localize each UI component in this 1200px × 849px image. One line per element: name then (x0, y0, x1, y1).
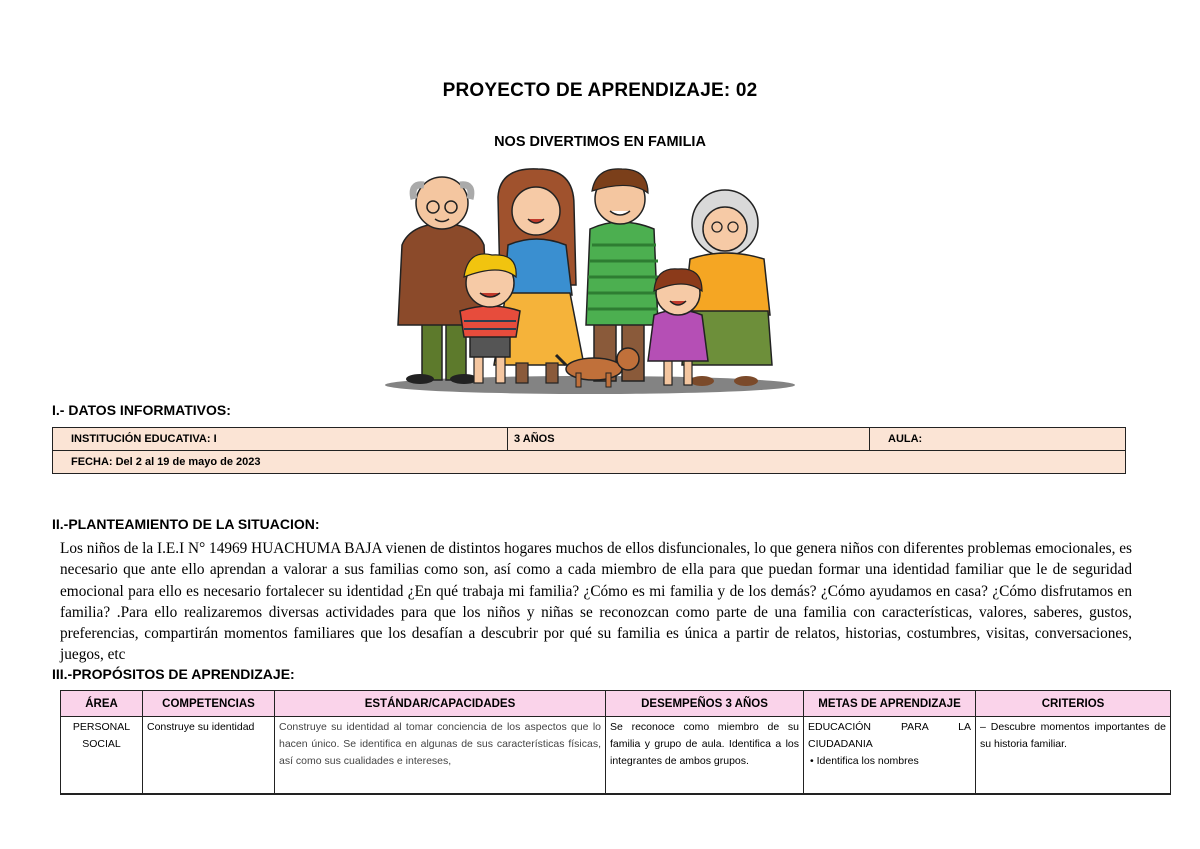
edad-cell: 3 AÑOS (508, 428, 870, 451)
page-subtitle: NOS DIVERTIMOS EN FAMILIA (494, 134, 706, 150)
propositos-table (60, 690, 1171, 795)
institucion-cell: INSTITUCIÓN EDUCATIVA: I (53, 428, 508, 451)
area-cell: PERSONAL SOCIAL (61, 717, 143, 795)
estandar-cell: Construye su identidad al tomar conciencia de los aspectos que lo hacen único. Se identifica en algunas de sus características físicas, así como sus cualidades e intereses, (275, 717, 606, 795)
table-row (61, 717, 1171, 795)
col-metas: METAS DE APRENDIZAJE (804, 691, 976, 717)
family-illustration (380, 165, 800, 397)
situacion-heading: II.-PLANTEAMIENTO DE LA SITUACION: (52, 516, 320, 532)
situacion-text: Los niños de la I.E.I N° 14969 HUACHUMA BAJA vienen de distintos hogares muchos de ellos disfuncionales, lo que genera niños con diferentes problemas emocionales, es necesario que ante ello aprendan a valorar a sus familias como son, así como a cada miembro de ella para que puedan formar una identidad familiar que le de seguridad emocional para ello es necesario fortalecer su identidad ¿En qué trabaja mi familia? ¿Cómo es mi familia y de los demás? ¿Cómo ayudamos en casa? ¿Cómo disfrutamos en familia? .Para ello realizaremos diversas actividades para que los niños y niñas se reconozcan como parte de una familia con características, valores, saberes, gustos, preferencias, compartirán momentos familiares que los desafían a descubrir por qué su familia es única a partir de relatos, historias, costumbres, visitas, conversaciones, juegos, etc (60, 540, 1132, 664)
propositos-heading: III.-PROPÓSITOS DE APRENDIZAJE: (52, 666, 295, 682)
fecha-row (53, 451, 1126, 474)
meta-title: EDUCACIÓN PARA LA CIUDADANIA (808, 721, 971, 750)
competencia-cell: Construye su identidad (143, 717, 275, 795)
col-desempenos: DESEMPEÑOS 3 AÑOS (606, 691, 804, 717)
meta-cell (804, 717, 976, 795)
criterio-cell: – Descubre momentos importantes de su historia familiar. (976, 717, 1171, 795)
page-title: PROYECTO DE APRENDIZAJE: 02 (442, 80, 758, 101)
col-criterios: CRITERIOS (976, 691, 1171, 717)
desempeno-cell: Se reconoce como miembro de su familia y grupo de aula. Identifica a los integrantes de ambos grupos. (606, 717, 804, 795)
datos-row (53, 428, 1126, 451)
meta-bullet: • Identifica los nombres (810, 755, 919, 767)
girl-figure (648, 269, 708, 385)
datos-heading: I.- DATOS INFORMATIVOS: (52, 402, 231, 418)
col-area: ÁREA (61, 691, 143, 717)
datos-table (52, 427, 1126, 474)
fecha-cell: FECHA: Del 2 al 19 de mayo de 2023 (53, 451, 1126, 474)
col-estandar: ESTÁNDAR/CAPACIDADES (275, 691, 606, 717)
propositos-header-row (61, 691, 1171, 717)
col-competencias: COMPETENCIAS (143, 691, 275, 717)
aula-cell: AULA: (870, 428, 1126, 451)
